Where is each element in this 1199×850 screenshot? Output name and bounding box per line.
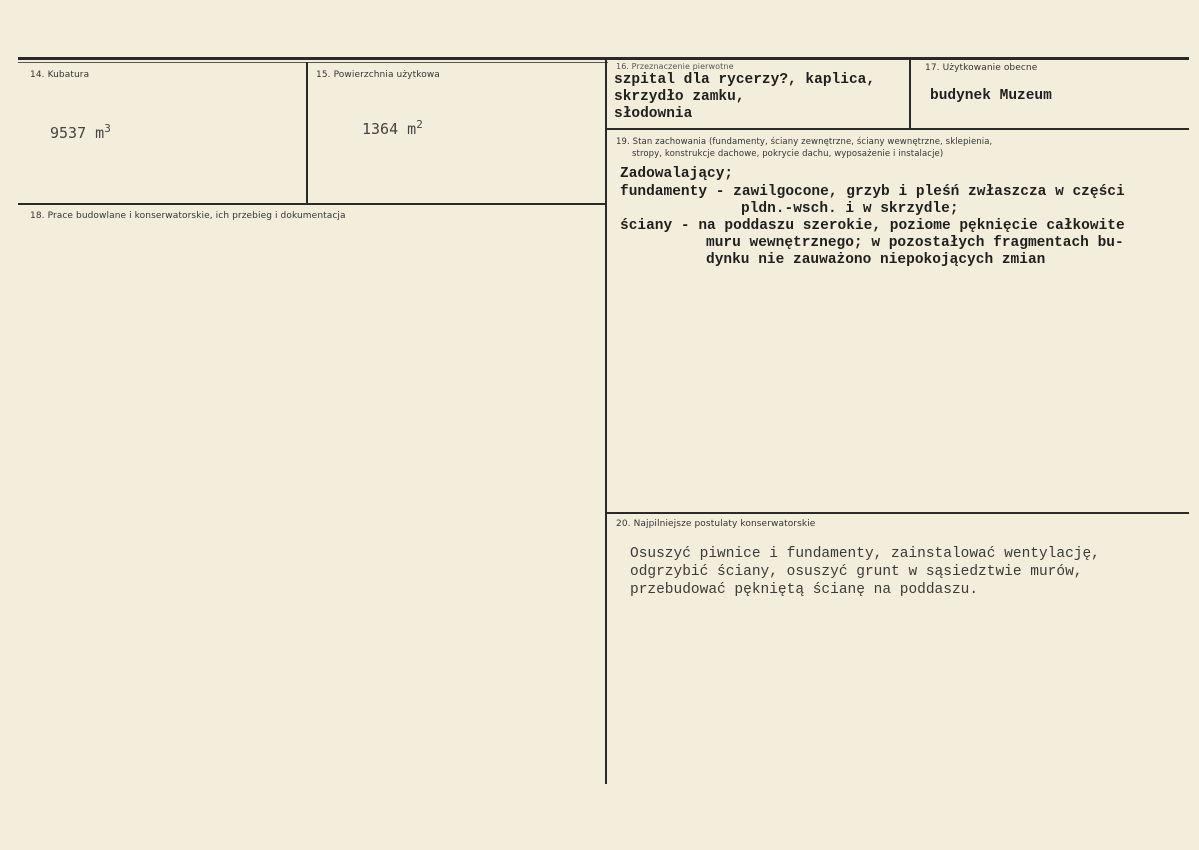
powierzchnia-value: 1364 $m^2$: [362, 118, 423, 138]
stan-label-line-1: 19. Stan zachowania (fundamenty, ściany zewnętrzne, ściany wewnętrzne, sklepienia,: [616, 137, 993, 147]
stan-line-3: pldn.-wsch. i w skrzydle;: [741, 201, 959, 217]
divider-16-17: [909, 58, 911, 129]
divider-14-15: [306, 62, 308, 204]
stan-line-2: fundamenty - zawilgocone, grzyb i pleśń zwłaszcza w części: [620, 184, 1125, 200]
kubatura-label: 14. Kubatura: [30, 70, 90, 80]
divider-row-18: [18, 203, 606, 205]
stan-line-6: dynku nie zauważono niepokojących zmian: [706, 252, 1046, 268]
uzytkowanie-label: 17. Użytkowanie obecne: [925, 63, 1038, 73]
stan-line-4: ściany - na poddaszu szerokie, poziome pęknięcie całkowite: [620, 218, 1125, 234]
top-border-thin: [18, 62, 608, 63]
prace-label: 18. Prace budowlane i konserwatorskie, ich przebieg i dokumentacja: [30, 211, 346, 221]
stan-label-line-2: stropy, konstrukcje dachowe, pokrycie dachu, wyposażenie i instalacje): [632, 149, 944, 159]
stan-line-1: Zadowalający;: [620, 166, 734, 182]
postulaty-label: 20. Najpilniejsze postulaty konserwatorskie: [616, 519, 816, 529]
postulaty-line-3: przebudować pękniętą ścianę na poddaszu.: [630, 582, 979, 598]
przeznaczenie-line-3: słodownia: [614, 106, 693, 122]
przeznaczenie-label: 16. Przeznaczenie pierwotne: [616, 62, 734, 71]
postulaty-line-2: odgrzybić ściany, osuszyć grunt w sąsiedztwie murów,: [630, 564, 1083, 580]
stan-line-5: muru wewnętrznego; w pozostałych fragmentach bu-: [706, 235, 1124, 251]
divider-center: [605, 58, 607, 784]
divider-row-20: [606, 512, 1189, 514]
top-border: [18, 57, 1189, 60]
przeznaczenie-line-2: skrzydło zamku,: [614, 89, 745, 105]
uzytkowanie-value: budynek Muzeum: [930, 88, 1052, 104]
divider-row-19: [606, 128, 1189, 130]
postulaty-line-1: Osuszyć piwnice i fundamenty, zainstalować wentylację,: [630, 546, 1100, 562]
powierzchnia-label: 15. Powierzchnia użytkowa: [316, 70, 440, 80]
kubatura-value: 9537 $m^3$: [50, 122, 111, 142]
przeznaczenie-line-1: szpital dla rycerzy?, kaplica,: [614, 72, 876, 88]
